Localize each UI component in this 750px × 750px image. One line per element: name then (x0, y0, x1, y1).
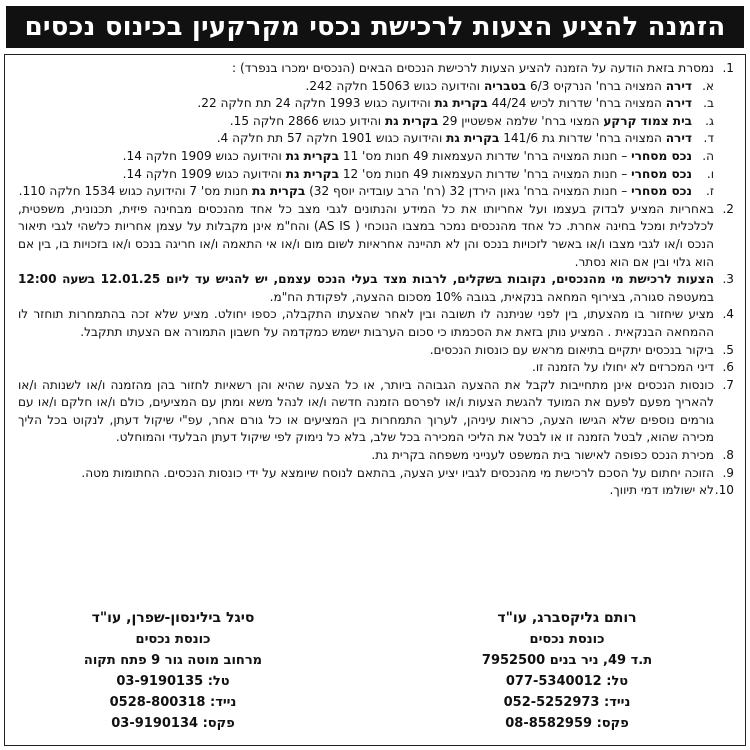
clause-number: 9. (722, 465, 734, 480)
announcement-body (18, 60, 734, 500)
clause-6 (18, 359, 734, 377)
text-run: – חנות המצויה ברח' שדרות העצמאות 49 חנות מס' 12 (338, 166, 632, 181)
clause-8 (18, 447, 734, 465)
text-run: בקרית גת (285, 166, 339, 181)
signer-phone: טל: 03-9190135 (116, 674, 230, 689)
clause-2 (18, 201, 734, 271)
signer-mobile: נייד: 0528-800318 (109, 695, 237, 710)
text-run: דיני המכרזים לא יחולו על הזמנה זו. (531, 360, 714, 375)
property-description (18, 130, 692, 148)
clause-text (18, 465, 714, 483)
property-description (18, 95, 692, 113)
property-letter: ז. (705, 184, 714, 199)
text-run: המצויה ברח' שדרות לכיש 44/24 (487, 96, 666, 111)
text-run: מכירת הנכס כפופה לאישור בית המשפט לענייני משפחה בקרית גת. (371, 448, 714, 463)
clause-text (18, 342, 714, 360)
clause-text (18, 271, 714, 306)
text-run: ביקור בנכסים יתקיים בתיאום מראש עם כונסות הנכסים. (429, 342, 714, 357)
signer-address: ת.ד 49, ניר בנים 7952500 (481, 653, 653, 668)
clause-4 (18, 306, 734, 341)
clause-number: 10. (714, 483, 734, 498)
clause-text (18, 60, 714, 201)
property-letter: ו. (706, 166, 714, 181)
property-letter: ב. (703, 96, 714, 111)
clause-10 (18, 482, 734, 500)
text-run: כונסות הנכסים אינן מתחייבות לקבל את ההצעה הגבוהה ביותר, או כל הצעה שהיא והן רשאיות לחזור בהן מהזמנה ו/או לשנותה ו/או להאריך מפעם לפעם את המועד להגשת הצעות ו/או לפרסם הזמנה חדשה ו/או לנהל משא ומתן עם המציעים, כולם ו/או חלקם ו/או עם גורמים נוספים שלא הגישו הצעה, כראות עיניהן, לערוך התמחרות בין המציעים או כל גורם אחר, עפ"י שיקול דעתן, לנקוט בכל הליך מכירה שהוא, לבטל הזמנה זו או לבטל את הליכי המכירה בכל שלב, בלא כל נימוק לפי שיקול דעתן הבלעדי והמוחלט. (18, 377, 714, 445)
clause-number: 3. (722, 272, 734, 287)
signer-role: כונסת נכסים (135, 632, 211, 647)
clause-3 (18, 271, 734, 306)
property-description (18, 78, 692, 96)
clause-number: 8. (722, 448, 734, 463)
clause-text (18, 359, 714, 377)
property-item (18, 78, 714, 96)
signer-fax: פקס: 03-9190134 (111, 716, 235, 731)
property-item (18, 113, 714, 131)
property-letter: ה. (702, 148, 714, 163)
text-run: והידועה כגוש 1909 חלקה 14. (122, 148, 286, 163)
clause-number: 1. (722, 61, 734, 75)
announcement-title: הזמנה להציע הצעות לרכישת נכסי מקרקעין בכינוס נכסים (6, 6, 744, 48)
text-run: במעטפה סגורה, בצירוף המחאה בנקאית, בגובה 10% מסכום ההצעה, לפקודת הח"מ. (269, 289, 714, 304)
text-run: מציע שיחזור בו מהצעתו, בין לפני שניתנה לו תשובה ובין לאחר שהצעתו התקבלה, כספו יחולט. מציע שלא זכה בהתמחרות תוחזר לו ההמחאה הבנקאית . המציע נותן בזאת את הסכמתו כי סכום הערבות ישמש כמקדמה על חשבון התמורה אם הצעתו תתקבל. (18, 307, 714, 339)
clause-text (18, 482, 714, 500)
clause-number: 5. (722, 342, 734, 357)
property-item (18, 130, 714, 148)
text-run: באחריות המציע לבדוק בעצמו ועל אחריותו את כל המידע והנתונים לגבי מצב כל אחד מהנכסים מבחינה פיזית, תכנונית, משפטית, לכלכלית ומכל בחינה אחרת. כל אחד מהנכסים נמכר במצבו הנוכחי ( AS IS) והח"מ אינן מקבלות על עצמן אחריות כלשהי לגבי תיאור הנכס ו/או לגבי מצבו ו/או באשר לזכויות בנכס והן לא תהיינה אחראיות לשום מום ו/או אי התאמה ו/או חריגה בנכס ו/או בזכויות בו, בין אם הוא גלוי ובין אם הוא נסתר. (18, 201, 714, 269)
text-run: לא ישולמו דמי תיווך. (609, 483, 714, 498)
property-description (18, 183, 692, 201)
text-run: דירה (665, 78, 692, 93)
text-run: בקרית גת (384, 113, 439, 128)
text-run: בקרית גת (446, 131, 500, 146)
text-run: והידוע כגוש 2866 חלקה 15. (229, 113, 385, 128)
text-run: דירה (665, 131, 692, 146)
text-run: בקרית גת (251, 184, 306, 199)
signer-fax: פקס: 08-8582959 (505, 716, 629, 731)
clause-text (18, 201, 714, 271)
clause-text (18, 377, 714, 447)
text-run: המצויה ברח' שדרות גת 141/6 (499, 131, 666, 146)
property-description (18, 148, 692, 166)
text-run: בקרית גת (285, 148, 339, 163)
property-description (18, 166, 692, 184)
text-run: נכס מסחרי (631, 184, 692, 199)
signer-name: סיגל בילינסון-שפרן, עו"ד (91, 610, 255, 626)
text-run: הצעות לרכישת מי מהנכסים, נקובות בשקלים, לרבות מצד בעלי הנכס עצמם, יש להגיש עד ליום 12.01.25 בשעה 12:00 (18, 272, 714, 287)
property-letter: ד. (703, 131, 714, 146)
clause-number: 2. (722, 201, 734, 216)
text-run: בקרית גת (434, 96, 488, 111)
clause-number: 7. (722, 377, 734, 392)
text-run: דירה (665, 96, 692, 111)
property-letter: ג. (705, 113, 714, 128)
clause-7 (18, 377, 734, 447)
text-run: והידועה כגוש 15063 חלקה 242. (305, 78, 484, 93)
property-letter: א. (702, 78, 714, 93)
text-run: המצוי ברח' שלמה אפשטיין 29 (438, 113, 604, 128)
property-item (18, 148, 714, 166)
text-run: והידועה כגוש 1993 חלקה 24 תת חלקה 22. (197, 96, 435, 111)
text-run: המצויה ברח' הנרקיס 6/3 (526, 78, 666, 93)
signature-rotem (402, 608, 732, 734)
clause-number: 6. (722, 360, 734, 375)
text-run: והידועה כגוש 1901 חלקה 57 תת חלקה 4. (216, 131, 447, 146)
text-run: והידועה כגוש 1909 חלקה 14. (122, 166, 286, 181)
property-description (18, 113, 692, 131)
text-run: בטבריה (483, 78, 527, 93)
text-run: נכס מסחרי (631, 148, 692, 163)
signer-phone: טל: 077-5340012 (505, 674, 629, 689)
property-item (18, 95, 714, 113)
signatures (18, 608, 732, 734)
clause-number: 4. (722, 307, 734, 322)
signer-mobile: נייד: 052-5252973 (503, 695, 631, 710)
clause-1 (18, 60, 734, 201)
property-item (18, 166, 714, 184)
text-run: בית צמוד קרקע (603, 113, 692, 128)
text-run: נכס מסחרי (631, 166, 692, 181)
clause-text (18, 447, 714, 465)
text-run: חנות מס' 7 והידועה כגוש 1534 חלקה 110. (18, 184, 252, 199)
signer-role: כונסת נכסים (529, 632, 605, 647)
signature-sigal (18, 608, 328, 734)
clause-intro: נמסרת בזאת הודעה על הזמנה להציע הצעות לרכישת הנכסים הבאים (הנכסים ימכרו בנפרד) : (232, 61, 714, 75)
property-item (18, 183, 714, 201)
signer-address: מרחוב מוטה גור 9 פתח תקוה (83, 653, 263, 668)
clause-9 (18, 465, 734, 483)
text-run: – חנות המצויה ברח' גאון הירדן 32 (רח' הרב עובדיה יוסף 32) (305, 184, 632, 199)
text-run: הזוכה יחתום על הסכם לרכישת מי מהנכסים לגביו יציע הצעה, בהתאם לנוסח שיומצא על ידי כונסות הנכסים. החתומות מטה. (81, 465, 714, 480)
clause-5 (18, 342, 734, 360)
text-run: – חנות המצויה ברח' שדרות העצמאות 49 חנות מס' 11 (338, 148, 632, 163)
signer-name: רותם גליקסברג, עו"ד (497, 610, 637, 626)
clause-text (18, 306, 714, 341)
